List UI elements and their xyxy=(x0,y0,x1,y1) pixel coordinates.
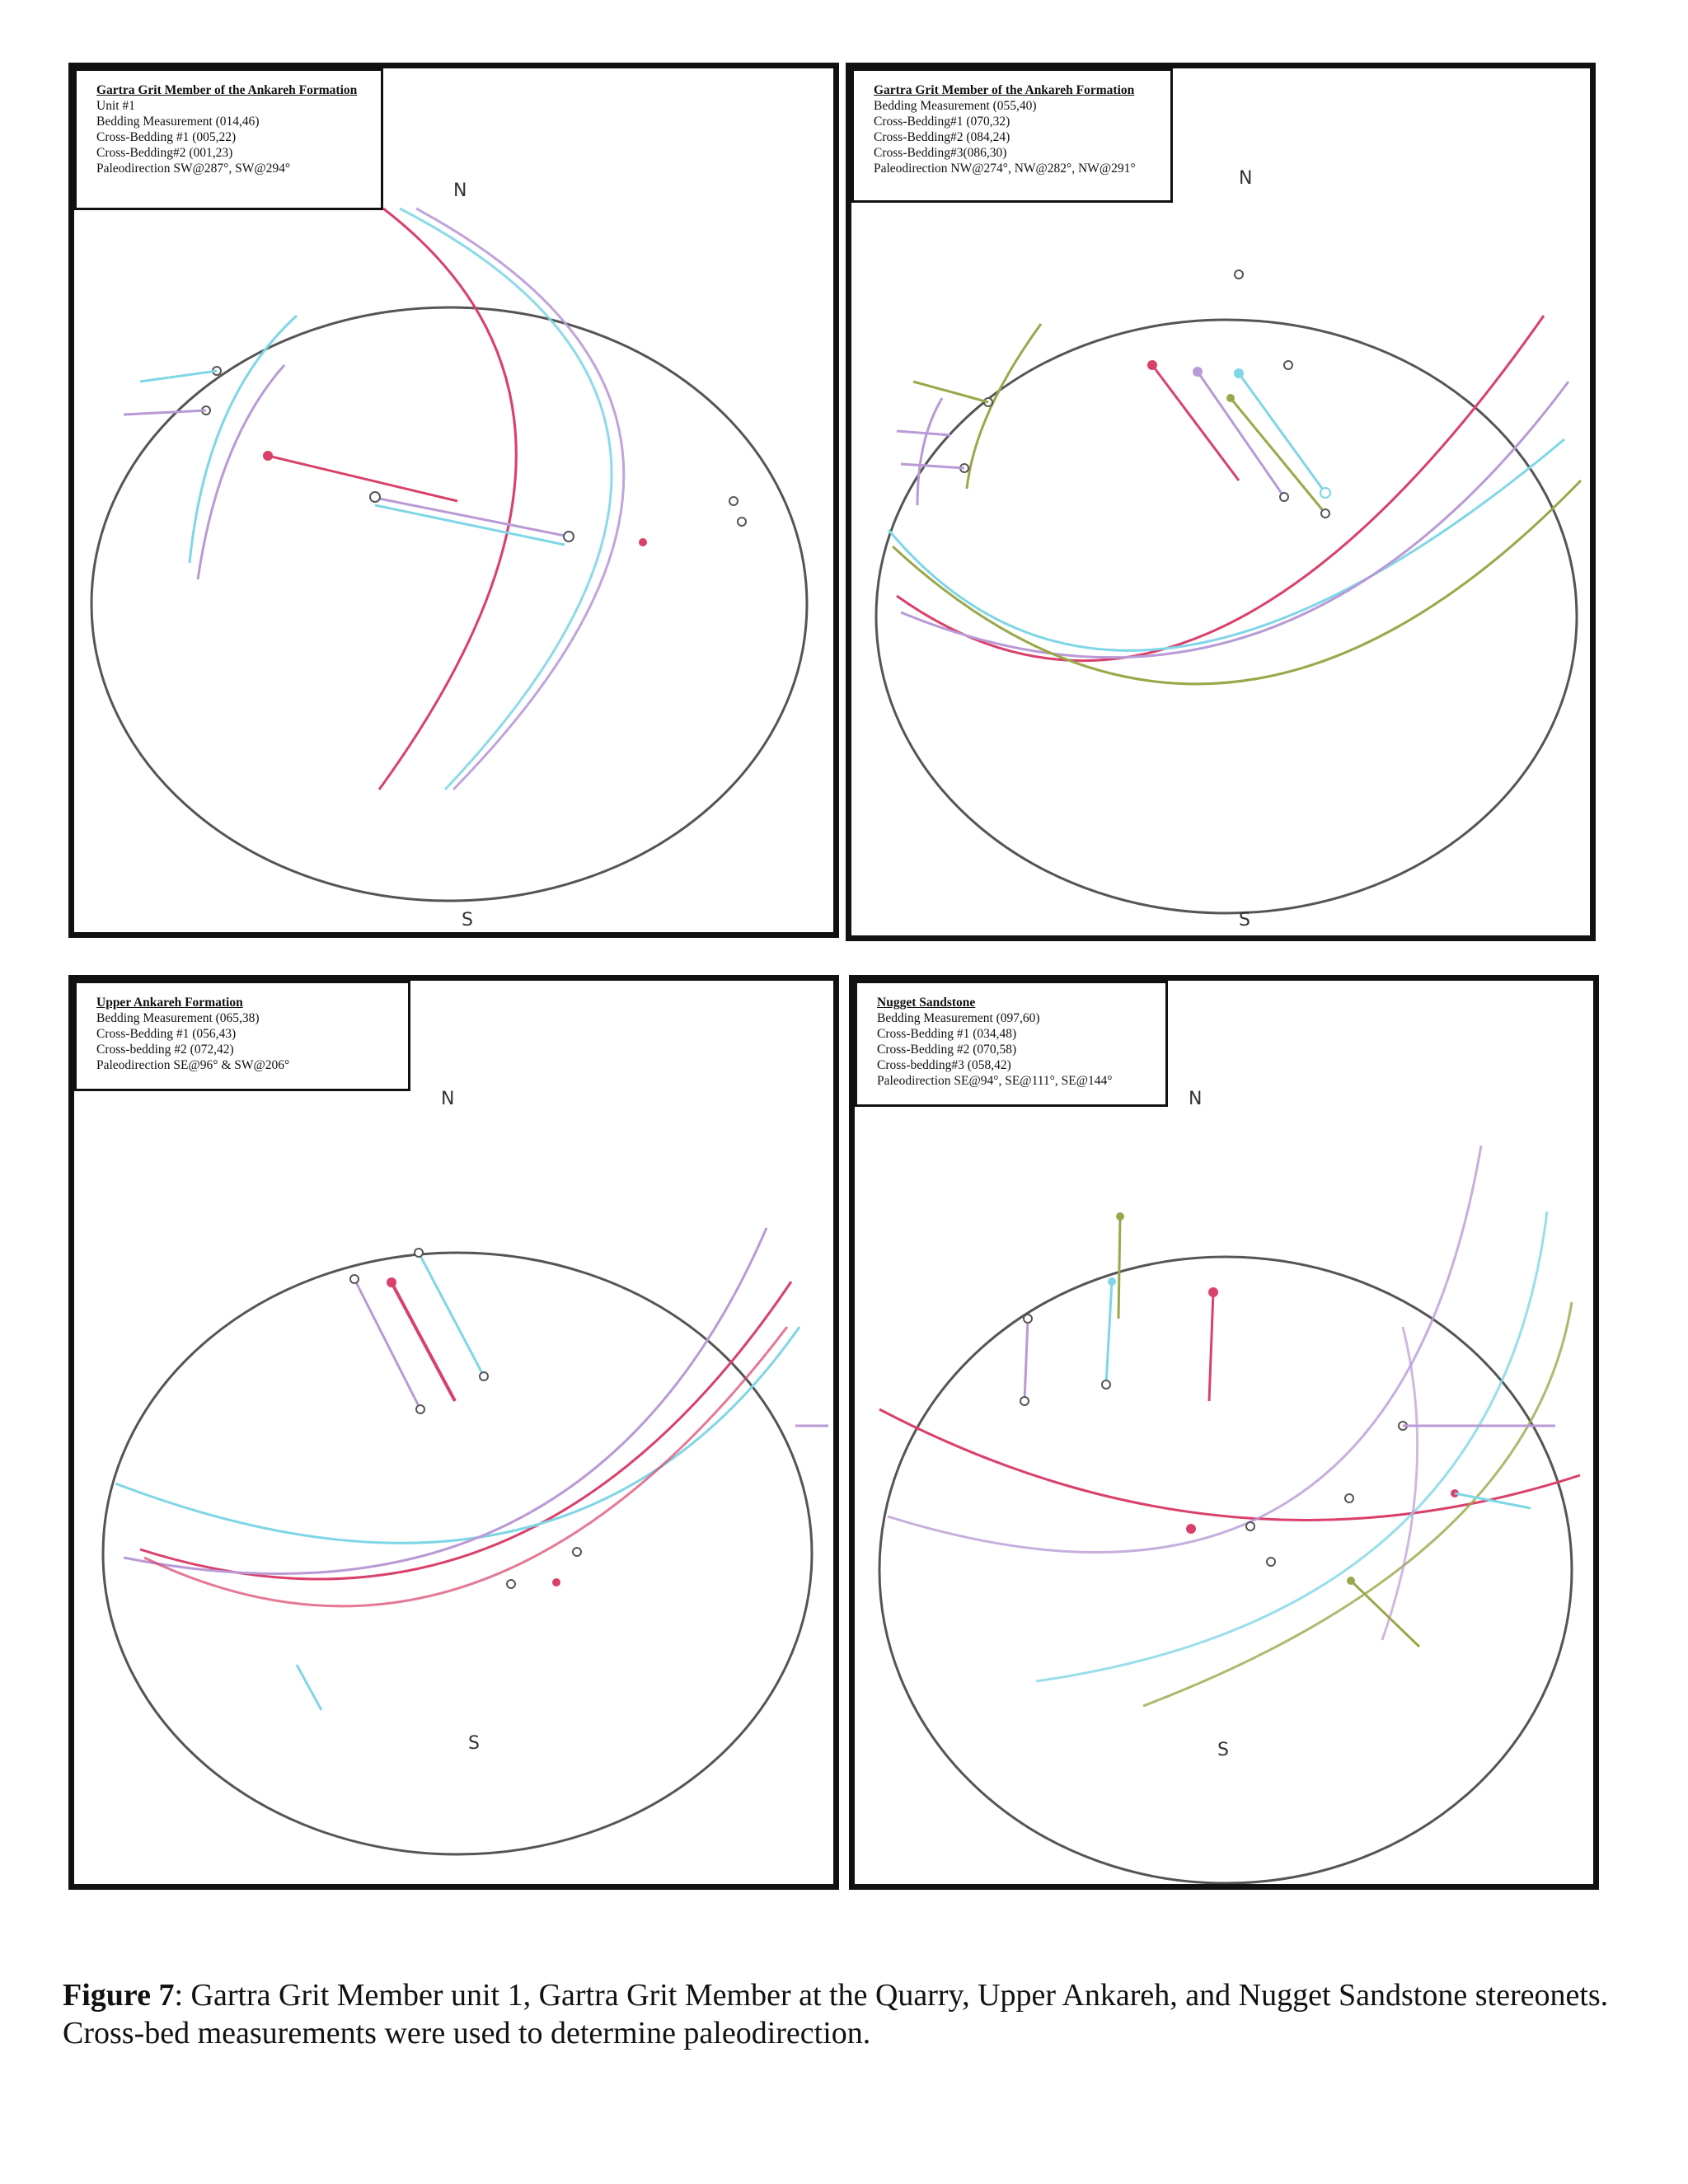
cross-bedding-1-great-circle xyxy=(888,1146,1481,1552)
arc-right-cb xyxy=(1382,1327,1418,1640)
pole-cb2-line xyxy=(1106,1282,1112,1385)
pole-cb1-line xyxy=(419,1253,484,1376)
paleodirection-arrow xyxy=(140,371,217,382)
caption-text: : Gartra Grit Member unit 1, Gartra Grit Member at the Quarry, Upper Ankareh, and Nugget Sandstone stereonets. Cross-bed measurements were used to determine paleodirection. xyxy=(63,1978,1609,2050)
caption-label: Figure 7 xyxy=(63,1978,175,2013)
south-label: S xyxy=(1239,910,1250,930)
legend-title: Gartra Grit Member of the Ankareh Formation xyxy=(874,83,1135,97)
pole-point xyxy=(263,451,273,461)
pole-cb2-line xyxy=(354,1279,420,1409)
pole-bedding-line xyxy=(268,456,457,501)
legend-line: Cross-Bedding #1 (034,48) xyxy=(877,1027,1017,1041)
pole-point xyxy=(1102,1380,1110,1389)
pole-point xyxy=(1345,1494,1353,1502)
north-label: N xyxy=(441,1089,455,1109)
arc-left-cb1 xyxy=(190,316,297,563)
cross-bedding-2-great-circle xyxy=(901,382,1568,658)
pole-point xyxy=(370,492,380,502)
pole-cb3-line xyxy=(1231,398,1325,513)
pole-point xyxy=(1280,493,1288,501)
legend-line: Bedding Measurement (055,40) xyxy=(874,99,1037,113)
arc-left-cb2 xyxy=(917,398,942,505)
legend-line: Unit #1 xyxy=(96,99,135,113)
pole-point xyxy=(639,538,647,546)
pole-point xyxy=(1193,367,1203,377)
paleodirection-arrow xyxy=(124,410,206,415)
pole-point xyxy=(1320,488,1330,498)
stereonet-panel-4 xyxy=(849,975,1599,1890)
cross-bedding-1-great-circle xyxy=(400,209,612,790)
pole-point xyxy=(1208,1287,1218,1297)
pole-cb1-line xyxy=(1025,1319,1028,1401)
legend-line: Cross-Bedding#3(086,30) xyxy=(874,146,1007,160)
legend-line: Cross-Bedding#2 (084,24) xyxy=(874,130,1010,144)
pole-cb3-line xyxy=(1118,1216,1120,1319)
pole-cb1-line xyxy=(1239,373,1325,493)
pole-point xyxy=(387,1277,396,1287)
legend-line: Bedding Measurement (014,46) xyxy=(96,115,260,129)
pole-point xyxy=(1235,270,1243,279)
pole-point xyxy=(1186,1524,1196,1534)
bedding-great-circle xyxy=(140,1282,791,1579)
pole-cb2-line xyxy=(371,497,569,537)
legend-line: Cross-bedding#3 (058,42) xyxy=(877,1058,1011,1072)
stereonet-panel-2 xyxy=(846,63,1596,941)
legend-line: Cross-Bedding#2 (001,23) xyxy=(96,146,233,160)
pole-point xyxy=(480,1372,488,1380)
legend-box xyxy=(855,981,1168,1107)
south-label: S xyxy=(462,910,473,930)
stereonet-4 xyxy=(855,981,1593,1884)
pole-bedding-line xyxy=(1152,365,1239,480)
arc-left-cb2 xyxy=(198,365,284,579)
pole-bedding-line xyxy=(1209,1292,1213,1401)
pole-point xyxy=(1234,368,1244,378)
paleodirection-arrow xyxy=(897,431,950,435)
legend-title: Gartra Grit Member of the Ankareh Formation xyxy=(96,83,358,97)
paleodirection-arrow xyxy=(901,464,964,468)
pole-point xyxy=(1108,1277,1116,1286)
primitive-circle xyxy=(91,307,807,901)
pole-point xyxy=(564,532,574,541)
legend-line: Bedding Measurement (065,38) xyxy=(96,1011,260,1025)
legend-line: Paleodirection NW@274°, NW@282°, NW@291° xyxy=(874,162,1136,176)
legend-line: Paleodirection SE@94°, SE@111°, SE@144° xyxy=(877,1074,1113,1088)
paleodirection-arrow xyxy=(1455,1493,1531,1508)
pole-point xyxy=(1226,394,1235,402)
paleodirection-arrow xyxy=(1351,1581,1419,1647)
pole-point xyxy=(1246,1522,1254,1530)
legend-line: Cross-Bedding #2 (070,58) xyxy=(877,1043,1017,1057)
pole-bedding-line xyxy=(392,1282,455,1401)
legend-line: Cross-Bedding #1 (005,22) xyxy=(96,130,237,144)
pole-point xyxy=(1147,360,1157,370)
legend-line: Cross-bedding #2 (072,42) xyxy=(96,1043,234,1057)
primitive-circle xyxy=(879,1257,1572,1883)
pole-point xyxy=(1321,509,1329,518)
legend-line: Cross-Bedding#1 (070,32) xyxy=(874,115,1010,129)
legend-line: Paleodirection SW@287°, SW@294° xyxy=(96,162,291,176)
pole-point xyxy=(738,518,746,526)
south-label: S xyxy=(1217,1740,1229,1760)
pole-point xyxy=(729,497,738,505)
pole-point xyxy=(1116,1212,1124,1221)
cross-bedding-1-great-circle xyxy=(889,439,1564,650)
bedding-great-circle-2 xyxy=(144,1327,787,1606)
pole-cb2-line xyxy=(1198,372,1284,497)
legend-line: Cross-Bedding #1 (056,43) xyxy=(96,1027,237,1041)
paleodirection-arrow xyxy=(297,1665,321,1710)
pole-point xyxy=(416,1405,424,1413)
north-label: N xyxy=(1189,1089,1203,1109)
cross-bedding-1-great-circle xyxy=(115,1327,799,1543)
legend-box xyxy=(74,68,383,210)
pole-point xyxy=(1024,1315,1032,1323)
legend-box xyxy=(851,68,1173,203)
pole-point xyxy=(415,1249,423,1257)
stereonet-panel-1 xyxy=(68,63,839,938)
pole-point xyxy=(507,1580,515,1588)
legend-line: Bedding Measurement (097,60) xyxy=(877,1011,1040,1025)
bedding-great-circle xyxy=(897,316,1544,661)
legend-title: Nugget Sandstone xyxy=(877,996,976,1010)
legend-box xyxy=(74,981,410,1091)
legend-title: Upper Ankareh Formation xyxy=(96,996,243,1010)
pole-point xyxy=(1020,1397,1029,1405)
paleodirection-arrow xyxy=(913,382,988,402)
pole-point xyxy=(552,1578,560,1586)
pole-point xyxy=(1284,361,1292,369)
pole-point xyxy=(350,1275,359,1283)
stereonet-panel-3 xyxy=(68,975,839,1890)
cross-bedding-2-great-circle xyxy=(124,1228,767,1574)
pole-cb1-line xyxy=(375,505,565,545)
pole-point xyxy=(573,1548,581,1556)
north-label: N xyxy=(453,180,467,201)
pole-point xyxy=(1267,1558,1275,1566)
south-label: S xyxy=(468,1733,480,1754)
stereonet-3 xyxy=(74,981,833,1884)
legend-line: Paleodirection SE@96° & SW@206° xyxy=(96,1058,290,1072)
north-label: N xyxy=(1239,168,1253,189)
cross-bedding-3-great-circle xyxy=(893,480,1581,684)
figure-caption xyxy=(63,1976,1629,2052)
